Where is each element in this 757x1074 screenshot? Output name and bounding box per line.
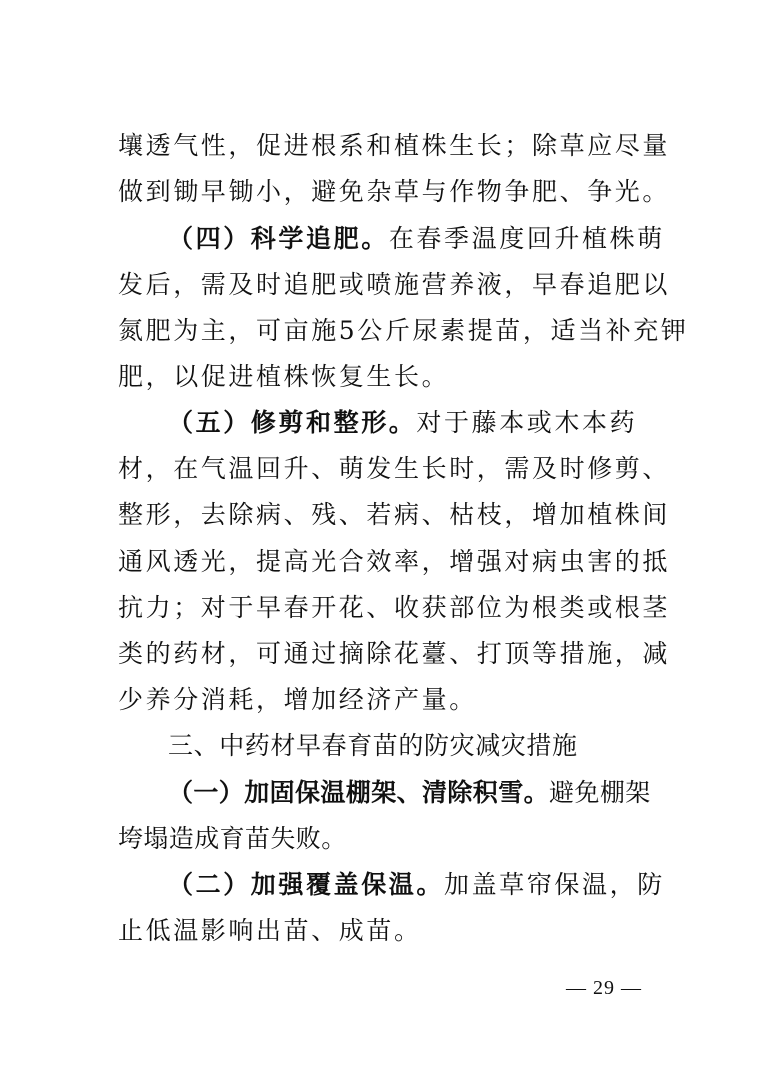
paragraph-line: 少养分消耗，增加经济产量。 bbox=[118, 685, 477, 714]
section-4-heading: （四）科学追肥。 bbox=[168, 224, 389, 253]
paragraph-line: 类的药材，可通过摘除花薹、打顶等措施，减 bbox=[118, 639, 671, 668]
section-4-first-line bbox=[168, 224, 665, 254]
item-1-text: 避免棚架 bbox=[549, 778, 651, 807]
paragraph-line: 做到锄早锄小，避免杂草与作物争肥、争光。 bbox=[118, 177, 671, 206]
item-1-heading: （一）加固保温棚架、清除积雪。 bbox=[168, 778, 550, 807]
paragraph-line: 材，在气温回升、萌发生长时，需及时修剪、 bbox=[118, 454, 671, 483]
section-5-heading: （五）修剪和整形。 bbox=[168, 408, 417, 437]
paragraph-line: 壤透气性，促进根系和植株生长；除草应尽量 bbox=[118, 131, 671, 160]
paragraph-line: 抗力；对于早春开花、收获部位为根类或根茎 bbox=[118, 593, 671, 622]
section-5-text: 对于藤本或木本药 bbox=[416, 408, 638, 437]
item-2-heading: （二）加强覆盖保温。 bbox=[168, 870, 445, 899]
section-4-text: 在春季温度回升植株萌 bbox=[388, 224, 665, 253]
paragraph-line: 止低温影响出苗、成苗。 bbox=[118, 916, 422, 945]
paragraph-line: 通风透光，提高光合效率，增强对病虫害的抵 bbox=[118, 547, 671, 576]
item-2-text: 加盖草帘保温，防 bbox=[444, 870, 665, 899]
section-5-first-line bbox=[168, 408, 648, 438]
page-number: — 29 — bbox=[566, 977, 642, 999]
paragraph-line: 肥，以促进植株恢复生长。 bbox=[118, 362, 450, 391]
paragraph-line: 垮塌造成育苗失败。 bbox=[118, 824, 347, 853]
paragraph-line: 氮肥为主，可亩施5公斤尿素提苗，适当补充钾 bbox=[118, 316, 689, 345]
paragraph-line: 发后，需及时追肥或喷施营养液，早春追肥以 bbox=[118, 270, 671, 299]
section-3-heading: 三、中药材早春育苗的防灾减灾措施 bbox=[168, 731, 578, 760]
paragraph-line: 整形，去除病、残、若病、枯枝，增加植株间 bbox=[118, 500, 671, 529]
item-1-first-line bbox=[168, 778, 651, 808]
item-2-first-line bbox=[168, 870, 665, 900]
